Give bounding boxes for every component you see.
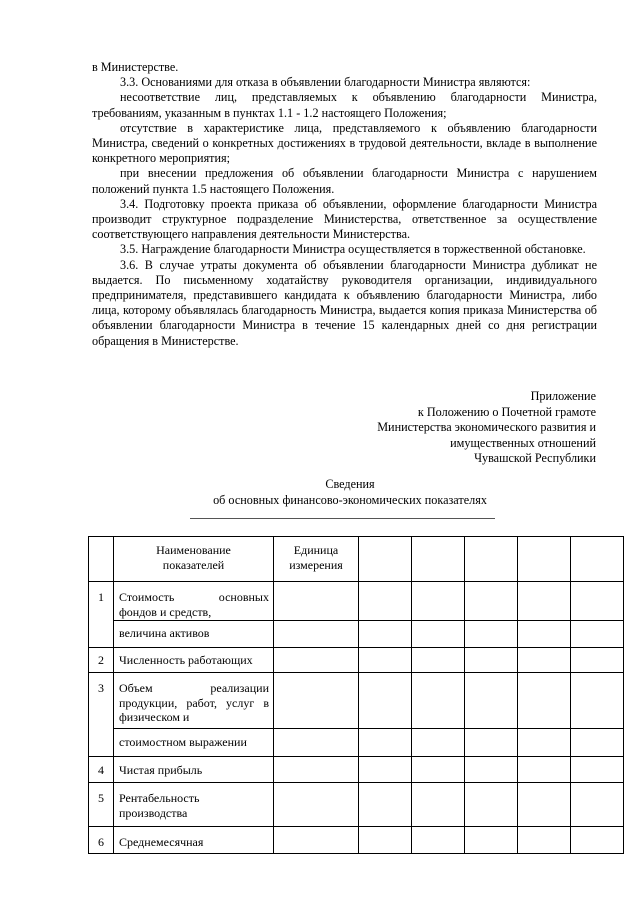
table-cell xyxy=(465,783,518,827)
table-cell xyxy=(465,537,518,582)
row-number: 3 xyxy=(89,673,114,757)
row-name-text: производства xyxy=(119,805,188,820)
table-cell xyxy=(571,827,624,854)
table-cell xyxy=(571,729,624,757)
table-cell xyxy=(359,648,412,673)
table-cell xyxy=(571,537,624,582)
appendix-block xyxy=(377,389,596,467)
table-cell xyxy=(359,537,412,582)
table-cell xyxy=(465,621,518,648)
paragraph-continuation: в Министерстве. xyxy=(92,60,179,74)
paragraph-3-6: 3.6. В случае утраты документа об объявлении благодарности Министра дубликат не выдается. По письменному ходатайству руководителя организации, индивидуального предпринимателя, представившего кандидата к объявлению благодарности Министра, либо лица, которому объявлялась благодарность Министра, выдается копия приказа Министерства об объявлении благодарности Министра в течение 15 календарных дней со дня регистрации обращения в Министерстве. xyxy=(92,257,597,348)
appendix-line: Чувашской Республики xyxy=(474,451,596,465)
table-cell xyxy=(359,827,412,854)
row-name-cell xyxy=(114,673,274,729)
table-cell xyxy=(274,783,359,827)
row-name-text: продукции, работ, услуг в xyxy=(119,695,269,710)
table-cell xyxy=(571,673,624,729)
table-cell xyxy=(518,648,571,673)
row-name-cell xyxy=(114,729,274,757)
body-text xyxy=(92,60,597,349)
table-cell xyxy=(518,757,571,783)
row-name-cell xyxy=(114,582,274,621)
row-number: 4 xyxy=(89,757,114,783)
heading-underline xyxy=(190,518,495,519)
paragraph-3-3-a: несоответствие лиц, представляемых к объявлению благодарности Министра, требованиям, указанным в пунктах 1.1 - 1.2 настоящего Положения; xyxy=(92,90,597,120)
table-row xyxy=(89,729,624,757)
row-name-text: Чистая прибыль xyxy=(119,763,203,777)
row-number: 6 xyxy=(89,827,114,854)
row-name-text: величина активов xyxy=(119,626,210,640)
header-text: измерения xyxy=(289,557,343,572)
table-cell xyxy=(465,827,518,854)
appendix-line: Министерства экономического развития и xyxy=(377,420,596,434)
appendix-line: к Положению о Почетной грамоте xyxy=(417,404,596,419)
header-text: показателей xyxy=(162,557,225,572)
header-text: Наименование xyxy=(156,543,231,557)
appendix-line: имущественных отношений xyxy=(450,435,596,450)
table-cell xyxy=(518,827,571,854)
table-cell xyxy=(274,757,359,783)
row-name-cell xyxy=(114,757,274,783)
header-name-cell xyxy=(114,537,274,582)
table-cell xyxy=(518,582,571,621)
row-name-text: Рентабельность xyxy=(119,791,200,805)
row-name-text: Объем реализации xyxy=(119,681,269,695)
table-row xyxy=(89,673,624,729)
table-row xyxy=(89,582,624,621)
row-name-cell xyxy=(114,783,274,827)
table-cell xyxy=(571,648,624,673)
table-cell xyxy=(274,582,359,621)
table-cell xyxy=(412,729,465,757)
paragraph-3-3-b: отсутствие в характеристике лица, представляемого к объявлению благодарности Министра, сведений о конкретных достижениях в трудовой деятельности, вкладе в выполнение конкретного мероприятия; xyxy=(92,120,597,166)
table-cell xyxy=(359,582,412,621)
row-name-text: стоимостном выражении xyxy=(119,735,247,749)
table-row xyxy=(89,621,624,648)
paragraph-3-5: 3.5. Награждение благодарности Министра осуществляется в торжественной обстановке. xyxy=(120,242,586,257)
row-name-text: Среднемесячная xyxy=(119,835,204,849)
table-cell xyxy=(274,729,359,757)
table-cell xyxy=(412,537,465,582)
table-header-row xyxy=(89,537,624,582)
row-name-cell xyxy=(114,621,274,648)
paragraph-3-3: 3.3. Основаниями для отказа в объявлении благодарности Министра являются: xyxy=(120,75,531,90)
table-cell xyxy=(359,729,412,757)
row-name-cell xyxy=(114,827,274,854)
table-cell xyxy=(465,582,518,621)
table-cell xyxy=(571,582,624,621)
table-cell xyxy=(465,673,518,729)
row-name-text: Стоимость основных xyxy=(119,590,269,604)
table-cell xyxy=(465,648,518,673)
table-cell xyxy=(274,673,359,729)
table-row xyxy=(89,827,624,854)
row-number: 5 xyxy=(89,783,114,827)
appendix-line: Приложение xyxy=(530,389,596,403)
table-cell xyxy=(359,673,412,729)
form-subtitle: об основных финансово-экономических показателях xyxy=(213,492,487,507)
table-cell xyxy=(274,648,359,673)
table-cell xyxy=(465,757,518,783)
table-row xyxy=(89,648,624,673)
paragraph-3-4: 3.4. Подготовку проекта приказа об объявлении, оформление благодарности Министра производит структурное подразделение Министерства, ответственное за осуществление соответствующего направления деятельности Министерства. xyxy=(92,196,597,242)
table-cell xyxy=(412,757,465,783)
table-cell xyxy=(571,757,624,783)
row-number: 1 xyxy=(89,582,114,648)
table-cell xyxy=(412,827,465,854)
form-title: Сведения xyxy=(325,477,375,491)
table-cell xyxy=(359,621,412,648)
table-cell xyxy=(412,648,465,673)
table-cell xyxy=(571,621,624,648)
table-cell xyxy=(518,783,571,827)
table-cell xyxy=(571,783,624,827)
table-cell xyxy=(412,621,465,648)
form-heading xyxy=(150,477,550,508)
table-cell xyxy=(359,757,412,783)
header-unit-cell xyxy=(274,537,359,582)
table-cell xyxy=(274,621,359,648)
row-number: 2 xyxy=(89,648,114,673)
table-cell xyxy=(412,783,465,827)
table-cell xyxy=(274,827,359,854)
paragraph-3-3-c: при внесении предложения об объявлении благодарности Министра с нарушением положений пункта 1.5 настоящего Положения. xyxy=(92,166,597,196)
table-cell xyxy=(518,537,571,582)
table-row xyxy=(89,783,624,827)
indicators-table xyxy=(88,536,624,854)
table-cell xyxy=(412,673,465,729)
row-name-text: фондов и средств, xyxy=(119,604,212,619)
row-name-cell xyxy=(114,648,274,673)
table-cell xyxy=(518,729,571,757)
table-cell xyxy=(518,673,571,729)
table-cell xyxy=(89,537,114,582)
header-text: Единица xyxy=(293,543,339,557)
row-name-text: Численность работающих xyxy=(119,653,253,667)
table-cell xyxy=(412,582,465,621)
row-name-text: физическом и xyxy=(119,710,190,724)
table-row xyxy=(89,757,624,783)
table-cell xyxy=(518,621,571,648)
table-cell xyxy=(359,783,412,827)
table-cell xyxy=(465,729,518,757)
